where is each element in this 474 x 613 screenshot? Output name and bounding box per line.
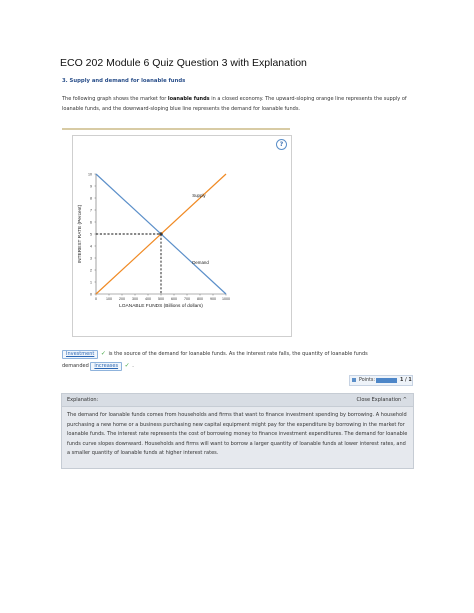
help-button[interactable]: ? xyxy=(276,139,287,150)
explanation-label: Explanation: xyxy=(67,397,99,403)
x-axis-label: LOANABLE FUNDS (Billions of dollars) xyxy=(119,304,203,309)
y-tick-label: 0 xyxy=(90,292,92,297)
close-explanation-label: Close Explanation xyxy=(356,397,402,403)
y-tick-label: 3 xyxy=(90,256,92,261)
answer-text-mid: is the source of the demand for loanable funds. As the interest rate falls, the quantity of loanable funds xyxy=(108,351,368,357)
explanation-header xyxy=(62,394,413,407)
y-tick-label: 1 xyxy=(90,280,92,285)
x-tick-label: 900 xyxy=(210,297,216,301)
x-tick-label: 100 xyxy=(106,297,112,301)
explanation-text: The demand for loanable funds comes from households and firms that want to finance investment spending by borrowing. A household purchasing a new home or a business purchasing new capital equipment might pay for the expenditure by borrowing in the market for loanable funds. The interest rate represents the cost of borrowing money to finance investment expenditures. The demand for loanable funds curve slopes downward. Households and firms will want to borrow a larger quantity of loanable funds at lower interest rates, and a smaller quantity of loanable funds at higher interest rates. xyxy=(67,412,408,456)
loanable-funds-chart[interactable] xyxy=(72,135,290,335)
y-tick-label: 6 xyxy=(90,220,92,225)
answer-text-end: . xyxy=(132,363,134,369)
y-tick-label: 5 xyxy=(90,232,92,237)
y-tick-label: 7 xyxy=(90,208,92,213)
points-value: 1 / 1 xyxy=(400,377,412,383)
points-label: Points: xyxy=(359,377,376,383)
y-tick-label: 10 xyxy=(88,172,92,177)
x-tick-label: 500 xyxy=(158,297,164,301)
question-heading: 3. Supply and demand for loanable funds xyxy=(62,78,186,84)
close-explanation-button[interactable] xyxy=(356,397,407,403)
answer-blank-2[interactable]: increases xyxy=(90,362,122,371)
demand-label: Demand xyxy=(192,260,209,265)
x-tick-label: 400 xyxy=(145,297,151,301)
points-progress-bar xyxy=(376,378,397,383)
document-title: ECO 202 Module 6 Quiz Question 3 with Explanation xyxy=(60,57,307,69)
x-tick-label: 0 xyxy=(95,297,97,301)
y-tick-label: 4 xyxy=(90,244,92,249)
x-tick-label: 200 xyxy=(119,297,125,301)
points-icon xyxy=(352,378,356,382)
answer-sentence xyxy=(62,348,392,372)
x-tick-label: 300 xyxy=(132,297,138,301)
supply-label: Supply xyxy=(192,192,206,198)
question-intro xyxy=(62,95,422,114)
y-tick-label: 2 xyxy=(90,268,92,273)
x-tick-label: 700 xyxy=(184,297,190,301)
chevron-up-icon: ^ xyxy=(402,397,407,403)
y-axis-label: INTEREST RATE (Percent) xyxy=(78,204,83,264)
x-tick-label: 800 xyxy=(197,297,203,301)
check-icon: ✓ xyxy=(124,362,130,369)
intro-text-1: The following graph shows the market for xyxy=(62,96,168,102)
explanation-panel xyxy=(61,393,414,469)
intro-text-2: in a closed economy. The upward-sloping orange line represents the supply of loanable funds, and the downward-sloping blue line represents the demand for loanable funds. xyxy=(62,96,407,112)
y-tick-label: 9 xyxy=(90,184,92,189)
points-indicator xyxy=(349,375,413,386)
answer-text-demanded: demanded xyxy=(62,363,89,369)
section-divider xyxy=(62,128,290,130)
check-icon: ✓ xyxy=(100,350,106,357)
answer-blank-1[interactable]: Investment xyxy=(62,350,98,359)
y-tick-label: 8 xyxy=(90,196,92,201)
x-tick-label: 1000 xyxy=(222,297,230,301)
x-tick-label: 600 xyxy=(171,297,177,301)
intro-bold-term: loanable funds xyxy=(167,96,210,102)
